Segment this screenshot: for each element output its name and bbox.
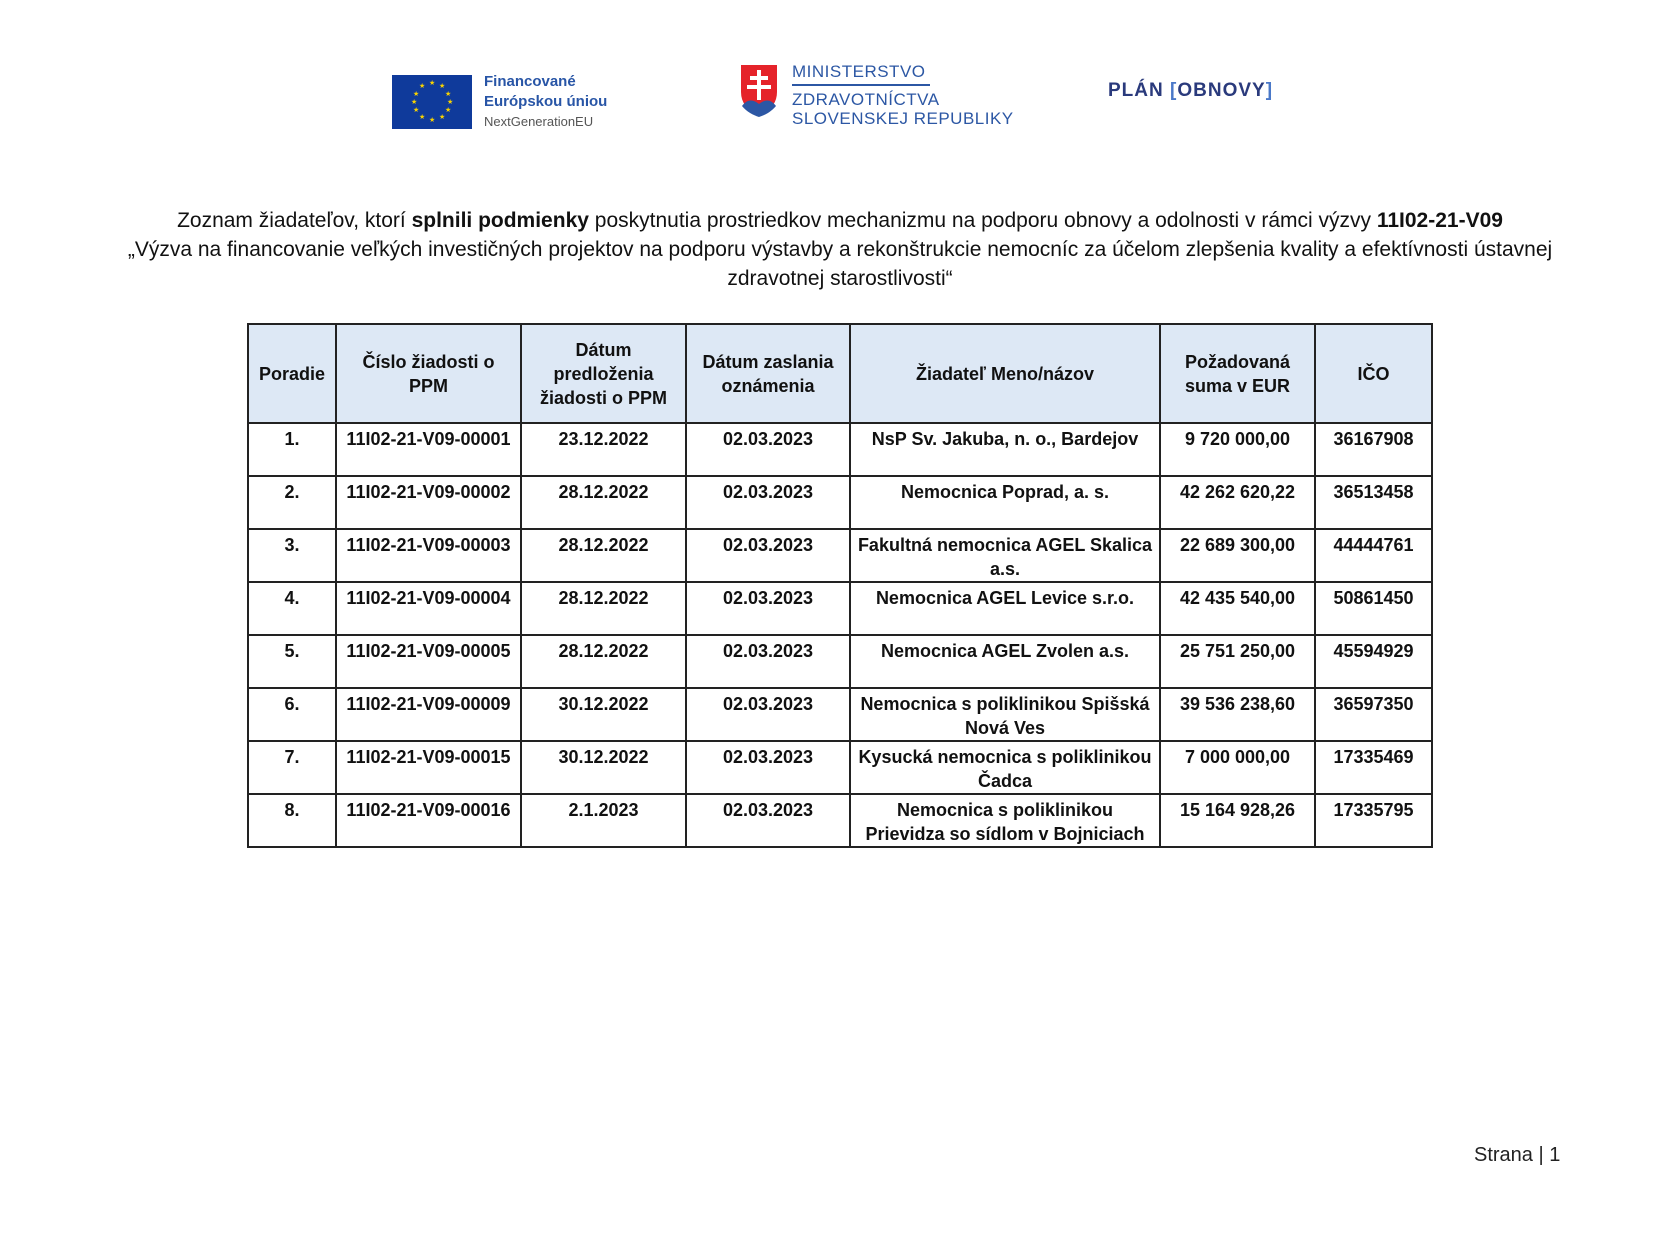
cell-datum-predlozenia: 23.12.2022 bbox=[521, 423, 686, 476]
heading-line1: Zoznam žiadateľov, ktorí splnili podmienky poskytnutia prostriedkov mechanizmu na podporu obnovy a odolnosti v rámci výzvy 11I02-21-V09 bbox=[177, 209, 1503, 232]
cell-datum-predlozenia: 30.12.2022 bbox=[521, 741, 686, 794]
cell-cislo-ziadosti: 11I02-21-V09-00003 bbox=[336, 529, 521, 582]
plan-obnovy-logo bbox=[1108, 80, 1273, 102]
heading-call-title: „Výzva na financovanie veľkých investičných projektov na podporu výstavby a rekonštrukcie nemocníc za účelom zlepšenia kvality a efektívnosti ústavnej zdravotnej starostlivosti“ bbox=[127, 238, 1553, 290]
cell-poradie: 5. bbox=[248, 635, 336, 688]
footer-page: 1 bbox=[1549, 1144, 1561, 1166]
header-poradie: Poradie bbox=[248, 324, 336, 423]
cell-datum-zaslania: 02.03.2023 bbox=[686, 635, 850, 688]
applicants-table bbox=[247, 323, 1433, 848]
cell-datum-predlozenia: 28.12.2022 bbox=[521, 635, 686, 688]
cell-ico: 17335469 bbox=[1315, 741, 1432, 794]
cell-datum-zaslania: 02.03.2023 bbox=[686, 529, 850, 582]
cell-ico: 50861450 bbox=[1315, 582, 1432, 635]
cell-suma: 22 689 300,00 bbox=[1160, 529, 1315, 582]
header-ico: IČO bbox=[1315, 324, 1432, 423]
cell-suma: 39 536 238,60 bbox=[1160, 688, 1315, 741]
eu-flag-icon: ★ ★ ★ ★ ★ ★ ★ ★ ★ ★ ★ ★ bbox=[392, 75, 472, 129]
table-row bbox=[248, 635, 1432, 688]
cell-datum-predlozenia: 28.12.2022 bbox=[521, 582, 686, 635]
ministry-line1: MINISTERSTVO bbox=[792, 62, 926, 81]
cell-poradie: 2. bbox=[248, 476, 336, 529]
cell-ziadatel: Nemocnica s poliklinikou Spišská Nová Ves bbox=[850, 688, 1160, 741]
eu-logo-line3: NextGenerationEU bbox=[484, 114, 594, 129]
cell-datum-predlozenia: 28.12.2022 bbox=[521, 476, 686, 529]
header-datum-predlozenia: Dátum predloženia žiadosti o PPM bbox=[521, 324, 686, 423]
obnovy-word: OBNOVY bbox=[1177, 80, 1266, 101]
table-row bbox=[248, 423, 1432, 476]
cell-ico: 36513458 bbox=[1315, 476, 1432, 529]
cell-poradie: 3. bbox=[248, 529, 336, 582]
table-row bbox=[248, 688, 1432, 741]
cell-ico: 36597350 bbox=[1315, 688, 1432, 741]
ministry-logo bbox=[738, 62, 1014, 128]
bracket-open: [ bbox=[1170, 80, 1178, 101]
cell-poradie: 8. bbox=[248, 794, 336, 847]
cell-cislo-ziadosti: 11I02-21-V09-00002 bbox=[336, 476, 521, 529]
cell-suma: 42 262 620,22 bbox=[1160, 476, 1315, 529]
cell-ziadatel: Nemocnica AGEL Levice s.r.o. bbox=[850, 582, 1160, 635]
cell-cislo-ziadosti: 11I02-21-V09-00005 bbox=[336, 635, 521, 688]
table-row bbox=[248, 741, 1432, 794]
bracket-close: ] bbox=[1265, 80, 1274, 101]
cell-poradie: 4. bbox=[248, 582, 336, 635]
table-row bbox=[248, 476, 1432, 529]
footer-label: Strana bbox=[1474, 1144, 1533, 1166]
slovak-coat-of-arms-icon bbox=[738, 62, 780, 118]
cell-datum-zaslania: 02.03.2023 bbox=[686, 423, 850, 476]
cell-suma: 42 435 540,00 bbox=[1160, 582, 1315, 635]
header-suma: Požadovaná suma v EUR bbox=[1160, 324, 1315, 423]
cell-datum-zaslania: 02.03.2023 bbox=[686, 741, 850, 794]
cell-datum-predlozenia: 30.12.2022 bbox=[521, 688, 686, 741]
cell-cislo-ziadosti: 11I02-21-V09-00004 bbox=[336, 582, 521, 635]
cell-cislo-ziadosti: 11I02-21-V09-00001 bbox=[336, 423, 521, 476]
cell-datum-zaslania: 02.03.2023 bbox=[686, 476, 850, 529]
cell-poradie: 7. bbox=[248, 741, 336, 794]
page-number-footer bbox=[1474, 1144, 1560, 1167]
cell-poradie: 6. bbox=[248, 688, 336, 741]
cell-ziadatel: Nemocnica AGEL Zvolen a.s. bbox=[850, 635, 1160, 688]
cell-cislo-ziadosti: 11I02-21-V09-00009 bbox=[336, 688, 521, 741]
cell-suma: 7 000 000,00 bbox=[1160, 741, 1315, 794]
cell-suma: 15 164 928,26 bbox=[1160, 794, 1315, 847]
cell-ico: 17335795 bbox=[1315, 794, 1432, 847]
ministry-line3: SLOVENSKEJ REPUBLIKY bbox=[792, 109, 1014, 128]
cell-suma: 25 751 250,00 bbox=[1160, 635, 1315, 688]
cell-ziadatel: Nemocnica s poliklinikou Prievidza so sídlom v Bojniciach bbox=[850, 794, 1160, 847]
eu-funding-logo bbox=[392, 72, 607, 132]
cell-ziadatel: Nemocnica Poprad, a. s. bbox=[850, 476, 1160, 529]
cell-poradie: 1. bbox=[248, 423, 336, 476]
cell-ico: 45594929 bbox=[1315, 635, 1432, 688]
cell-ico: 36167908 bbox=[1315, 423, 1432, 476]
cell-ico: 44444761 bbox=[1315, 529, 1432, 582]
cell-datum-predlozenia: 28.12.2022 bbox=[521, 529, 686, 582]
table-header-row bbox=[248, 324, 1432, 423]
cell-cislo-ziadosti: 11I02-21-V09-00016 bbox=[336, 794, 521, 847]
eu-logo-line1: Financované bbox=[484, 73, 576, 90]
document-heading bbox=[100, 206, 1580, 293]
table-row bbox=[248, 794, 1432, 847]
header-cislo: Číslo žiadosti o PPM bbox=[336, 324, 521, 423]
ministry-line2: ZDRAVOTNÍCTVA bbox=[792, 90, 940, 109]
header-datum-zaslania: Dátum zaslania oznámenia bbox=[686, 324, 850, 423]
cell-cislo-ziadosti: 11I02-21-V09-00015 bbox=[336, 741, 521, 794]
cell-datum-zaslania: 02.03.2023 bbox=[686, 794, 850, 847]
cell-ziadatel: Kysucká nemocnica s poliklinikou Čadca bbox=[850, 741, 1160, 794]
eu-logo-line2: Európskou úniou bbox=[484, 93, 608, 110]
cell-suma: 9 720 000,00 bbox=[1160, 423, 1315, 476]
cell-ziadatel: Fakultná nemocnica AGEL Skalica a.s. bbox=[850, 529, 1160, 582]
table-row bbox=[248, 529, 1432, 582]
cell-ziadatel: NsP Sv. Jakuba, n. o., Bardejov bbox=[850, 423, 1160, 476]
cell-datum-zaslania: 02.03.2023 bbox=[686, 582, 850, 635]
plan-word: PLÁN bbox=[1108, 80, 1164, 101]
cell-datum-zaslania: 02.03.2023 bbox=[686, 688, 850, 741]
cell-datum-predlozenia: 2.1.2023 bbox=[521, 794, 686, 847]
footer-separator: | bbox=[1538, 1144, 1544, 1166]
table-row bbox=[248, 582, 1432, 635]
header-ziadatel: Žiadateľ Meno/názov bbox=[850, 324, 1160, 423]
